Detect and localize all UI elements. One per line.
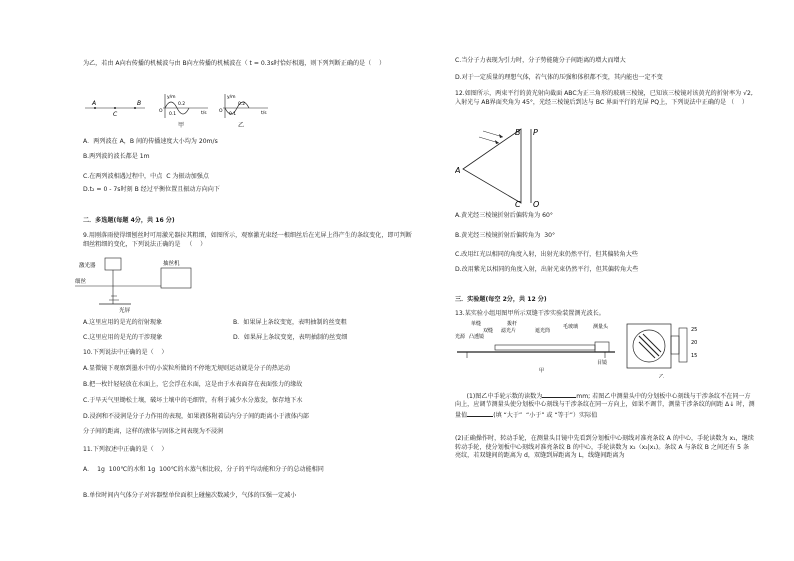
q9-stem: 9.用刚落雨使得细刨丝时可用激光器拉其粗细，如图所示，观察激光束经一根细丝后在光屏上得产生的条纹变化，即可判断细丝粗细的变化，下列说法正确的是 （ ） (83, 232, 412, 248)
scale-15: 15 (691, 353, 698, 359)
jia-x-label: t/s (201, 111, 207, 116)
scale-25: 25 (691, 327, 698, 333)
label-a: A (92, 100, 97, 107)
tube-label: 遮光筒 (535, 328, 551, 334)
prism-label-c: C (515, 200, 521, 207)
q13-part1-b: mm; 若图乙中测量头中的分划板中心刻线与干涉条纹不在同一方向上，应调节测量头使分划板中心刻线与干涉条纹在同一方向上，如果不调节，测量干涉条纹的间距 Δ↓ 时，测量值 (455, 392, 755, 419)
q8-option-d: D.t₂ = 0 - 7s时刻 B 经过平衡位置且振动方向向下 (83, 186, 220, 193)
q9-option-b: B．如果屏上条纹变宽，表明抽制的丝变粗 (233, 319, 347, 326)
section-2-title: 二．多选题(每题 4分，共 16 分) (83, 217, 175, 224)
filter-label: 滤光片 (501, 328, 517, 334)
screen-label-p: P (533, 128, 538, 137)
q13-part1-a: (1)图乙中手轮示数的读数为 (466, 392, 543, 400)
q12-option-a: A.黄光经三棱镜折射后偏转角为 60° (455, 212, 553, 219)
q11-option-c: C.当分子力表现为引力时，分子势能随分子间距离的增大而增大 (455, 57, 626, 64)
q11-stem: 11.下列叙述中正确的是（ ） (83, 446, 168, 453)
q9-figure (75, 256, 235, 316)
q10-option-d-line2: 分子间的距离，这样的液体与固体之间表现为不浸润 (83, 428, 224, 435)
yi-tick: 0.2 (238, 102, 246, 107)
q10-option-a: A.显微镜下观察到墨水中的小炭粒所做的不停地无规则运动就是分子的热运动 (83, 365, 291, 372)
q10-option-d-line1: D.浸润和不浸润是分子力作用的表现，如果液体附着层内分子间的距离小于液体内部 (83, 413, 310, 420)
label-b: B (137, 100, 142, 107)
yi-tick2: 0.1 (229, 112, 237, 117)
lamp-label: 光源 (455, 334, 466, 340)
device-label: 抽丝机 (163, 261, 180, 267)
q10-option-b: B.把一枚针轻轻放在水面上，它会浮在水面，这是由于水表面存在表面张力的缘故 (83, 381, 303, 388)
q8-option-b: B.两列波的波长都是 1m (83, 153, 150, 160)
q12-option-d: D.改用紫光以相同的角度入射，出射光束仍然平行，但其偏转角大些 (455, 266, 639, 273)
jia-origin: O (159, 109, 163, 114)
q12-option-b: B.黄光经三棱镜折射后偏转角为 30° (455, 232, 556, 239)
fig-jia-caption: 甲 (178, 122, 185, 129)
q9-option-d: D．如果屏上条纹变宽，表明抽制的丝变细 (233, 334, 348, 341)
fig-yi-caption: 乙 (238, 122, 245, 129)
fig-jia-caption-2: 甲 (539, 368, 545, 374)
answer-blank-1[interactable] (542, 391, 576, 398)
q11-option-d: D.对于一定质量的理想气体，若气体的压强和体积都不变，其内能也一定不变 (455, 74, 663, 81)
label-c: C (113, 111, 118, 118)
q8-option-a: A．两列波在 A，B 间的传播速度大小均为 20m/s (83, 138, 218, 145)
answer-blank-2[interactable] (467, 410, 493, 417)
yi-y-label: y/m (227, 95, 236, 100)
q11-option-b: B.单位时间内气体分子对容器壁单位面积上碰撞次数减少，气体的压强一定减小 (83, 492, 297, 499)
q13-part1 (455, 382, 755, 429)
yi-origin: O (219, 109, 223, 114)
wire-label: 细丝 (75, 279, 87, 285)
scale-20: 20 (691, 340, 698, 346)
measure-head-label: 测量头 (593, 324, 609, 330)
screen-label: 光屏 (119, 308, 131, 314)
jia-y-label: y/m (167, 95, 176, 100)
prism-label-a: A (455, 166, 461, 175)
q8-stem: 为乙，若由 A向右传播的机械波与由 B向左传播的机械波在（ t = 0.3s时恰好相遇，则下列判断正确的是（ ） (83, 60, 386, 67)
laser-label: 激光器 (79, 263, 96, 269)
jia-tick: 0.2 (178, 102, 186, 107)
q13-apparatus-figure (455, 320, 755, 378)
rod-label: 拨杆 (507, 321, 518, 327)
q13-part2: (2)正确操作时，转动手轮，在测量头目镜中先看到分划板中心刻线对准亮条纹 A 的中心，手轮读数为 x₁，继续转动手轮，使分划板中心刻线对准亮条纹 B 的中心，手轮读数为 x₂（x₂|x₁)。条纹 A 与条纹 B 之间还有 5 条亮纹，若双缝间的距离为 d，双缝到屏距离为 L，线缝间距离为 (455, 435, 754, 460)
lens-label: 凸透镜 (469, 334, 485, 340)
q8-wave-figure (83, 92, 283, 120)
q12-prism-figure (455, 127, 555, 207)
q13-stem: 13.某实验小组用图甲所示双缝干涉实验装置测光波长。 (455, 310, 605, 317)
q8-option-c: C.在两列波相遇过程中，中点 C 为振动加强点 (83, 173, 209, 180)
prism-label-b: B (515, 128, 521, 137)
q12-option-c: C.改用红光以相同的角度入射，出射光束仍然平行，但其偏转角大些 (455, 251, 638, 258)
q10-stem: 10.下列说法中正确的是（ ） (83, 349, 168, 356)
q13-part1-c: (填 “大于” “小于” 或 “等于”）实际值 (493, 411, 598, 419)
single-slit-label: 单缝 (471, 321, 482, 327)
section-3-title: 三．实验题(每空 2分，共 12 分) (455, 296, 547, 303)
yi-x-label: t/s (261, 111, 267, 116)
q11-option-a: A． 1g 100℃的水和 1g 100℃的水蒸气相比较，分子的平均动能和分子的总动能相同 (83, 466, 324, 473)
q9-option-c: C.这里应用的是光的干涉现象 (83, 334, 163, 341)
glass-label: 毛玻璃 (563, 324, 579, 330)
fig-yi-caption-2: 乙 (659, 374, 665, 378)
jia-tick2: 0.1 (169, 112, 177, 117)
q9-option-a: A.这里应用的是光的衍射现象 (83, 319, 163, 326)
ocular-label: 目镜 (597, 360, 608, 366)
screen-label-q: Q (533, 200, 540, 207)
q12-stem: 12.如图所示，两束平行的黄光射向截面 ABC为正三角形的玻璃三棱镜，已知该三棱镜对该黄光的折射率为 √2,入射光与 AB界面夹角为 45°，光经三棱镜后到达与 BC 界面平行的光屏 PQ上，下列说法中正确的是 （ ） (455, 90, 753, 106)
double-slit-label: 双缝 (483, 328, 494, 334)
q10-option-c: C.于旱天气里锄松土壤，破坏土壤中的毛细管，有利于减少水分蒸发，保存地下水 (83, 397, 303, 404)
